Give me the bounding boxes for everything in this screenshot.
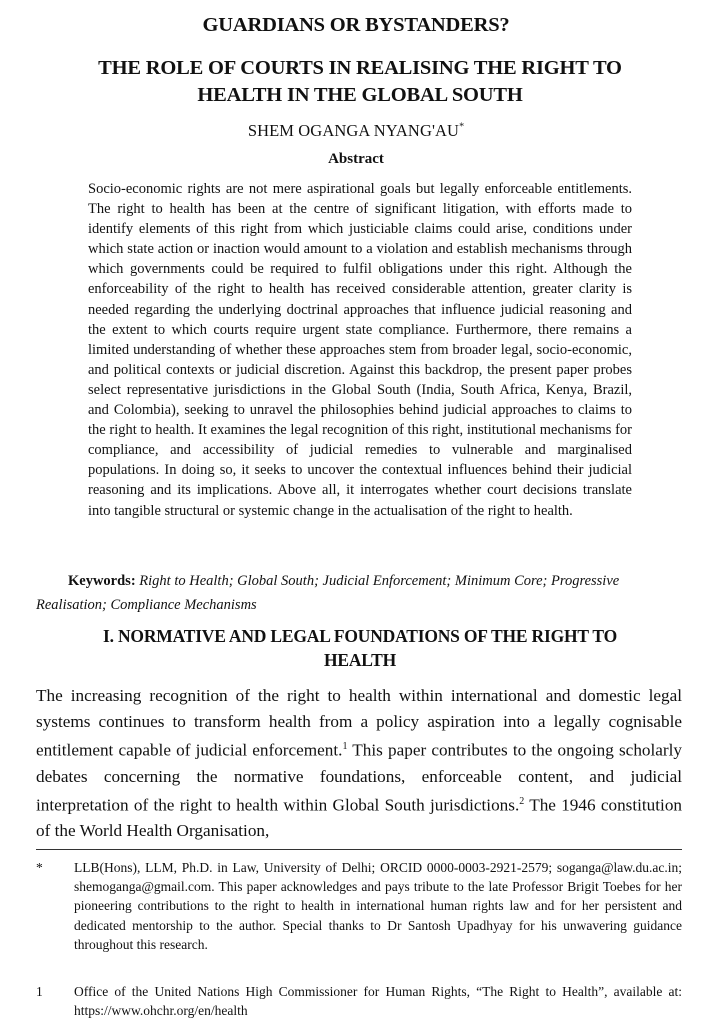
footnote-text: Office of the United Nations High Commissioner for Human Rights, “The Right to Health”, available at: https://www.ohchr.org/en/health: [74, 984, 682, 1019]
author-footnote-marker[interactable]: *: [459, 121, 465, 133]
title-line-2: THE ROLE OF COURTS IN REALISING THE RIGHT TO HEALTH IN THE GLOBAL SOUTH: [98, 57, 622, 106]
section-paragraph: [36, 683, 682, 844]
keywords-list: Right to Health; Global South; Judicial Enforcement; Minimum Core; Progressive Realisation; Compliance Mechanisms: [36, 573, 620, 613]
footnote-1: [36, 982, 682, 1024]
author-name: SHEM OGANGA NYANG'AU: [247, 121, 460, 140]
paragraph-text-1: The increasing recognition of the right to health within international and domestic legal systems continues to transform health from a policy aspiration into a legally cognisable entitlement capable of judicial enforcement.: [36, 686, 682, 760]
keywords-label: Keywords:: [68, 573, 136, 589]
footnote-text: LLB(Hons), LLM, Ph.D. in Law, University of Delhi; ORCID 0000-0003-2921-2579; soganga@law.du.ac.in; shemoganga@gmail.com. This paper acknowledges and pays tribute to the late Professor Brigit Toebes for her pioneering contributions to the right to health in international human rights law and for her persistent and dedicated mentorship to the author. Special thanks to Dr Santosh Upadhyay for his unwavering guidance throughout this research.: [74, 860, 682, 952]
footnote-ref-1[interactable]: 1: [342, 741, 348, 753]
footnote-marker: *: [36, 860, 43, 875]
footnote-author: [36, 858, 682, 978]
footnote-ref-2[interactable]: 2: [519, 796, 525, 808]
footnote-divider: [36, 849, 682, 850]
footnote-marker: 1: [36, 984, 43, 999]
paragraph-text-2: This paper contributes to the ongoing scholarly debates concerning the normative foundations, enforceable content, and judicial interpretation of the right to health within Global South jurisdictions.: [36, 740, 682, 815]
paragraph-text-3: The 1946 constitution of the World Health Organisation,: [36, 795, 683, 841]
author-line: [0, 121, 712, 141]
title-line-1: GUARDIANS OR BYSTANDERS?: [202, 14, 510, 36]
abstract-body: Socio-economic rights are not mere aspirational goals but legally enforceable entitlements. The right to health has been at the centre of significant litigation, with efforts made to identify elements of this right from which justiciable claims could arise, conditions under which state action or inaction would amount to a violation and establish mechanisms through which governments could be required to fulfil obligations under this right. Although the enforceability of the right to health has received considerable attention, greater clarity is needed regarding the underlying doctrinal approaches that influence judicial reasoning and the extent to which courts require urgent state compliance. Furthermore, there remains a limited understanding of whether these approaches stem from broader legal, socio-economic, and political contexts or judicial discretion. Against this backdrop, the present paper probes select representative jurisdictions in the Global South (India, South Africa, Kenya, Brazil, and Colombia), seeking to unravel the philosophies behind judicial approaches to claims to the right to health. It examines the legal recognition of this right, institutional mechanisms for compliance, and accessibility of judicial remedies to vulnerable and marginalised populations. In doing so, it seeks to uncover the contextual influences behind their judicial reasoning and its implications. Above all, it interrogates whether court decisions translate into tangible structural or systemic change in the actualisation of the right to health.: [88, 181, 632, 519]
keywords: [36, 569, 686, 617]
abstract-heading: Abstract: [328, 151, 384, 167]
section-heading: I. NORMATIVE AND LEGAL FOUNDATIONS OF THE RIGHT TO HEALTH: [103, 626, 617, 670]
